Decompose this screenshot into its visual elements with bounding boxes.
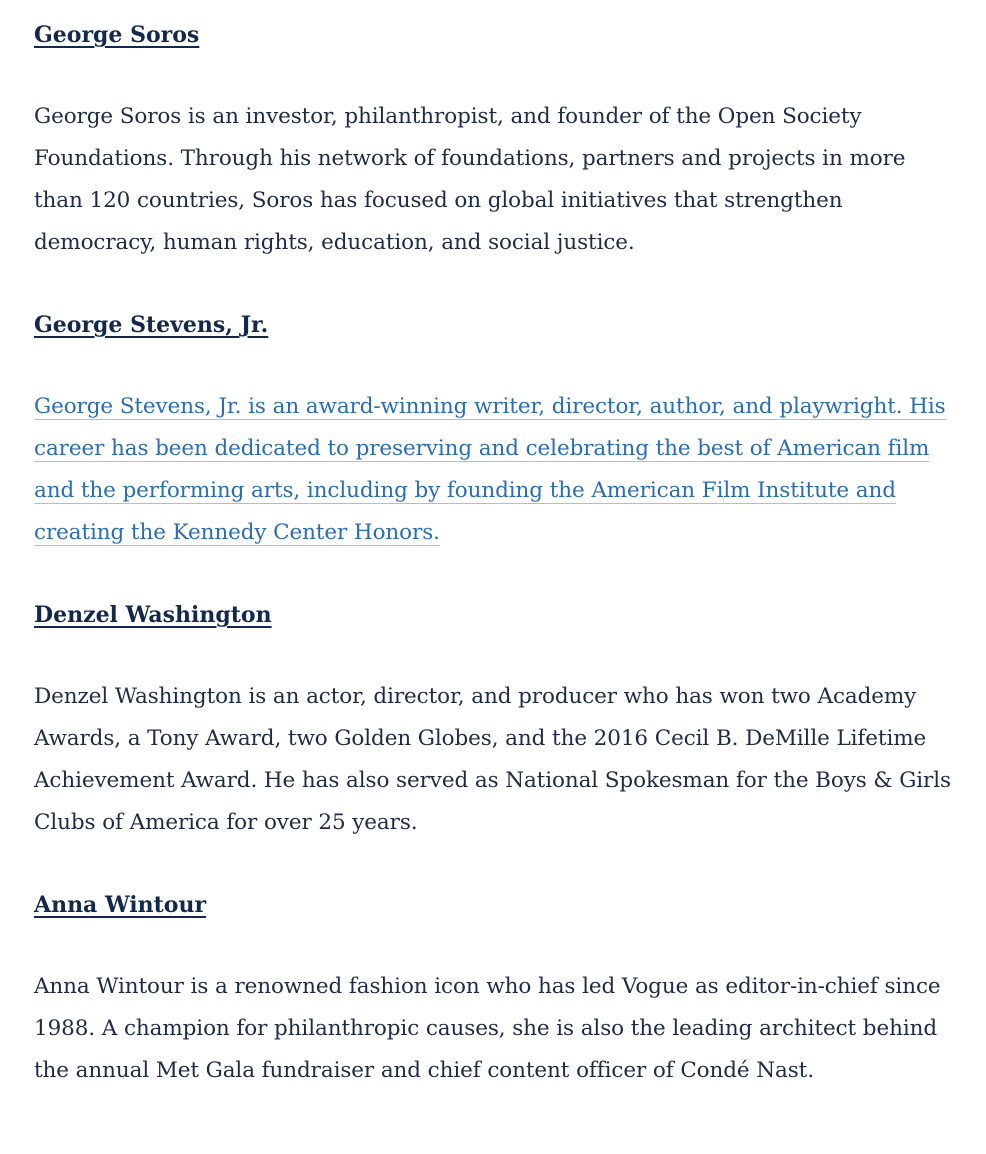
honoree-bio: Denzel Washington is an actor, director, and producer who has won two Academy Awards, a Tony Award, two Golden Globes, and the 2016 Cecil B. DeMille Lifetime Achievement Award. He has also served as National Spokesman for the Boys & Girls Clubs of America for over 25 years. xyxy=(34,684,951,835)
honoree-anna-wintour xyxy=(34,888,954,1092)
honoree-name-link[interactable]: Denzel Washington xyxy=(34,602,272,628)
honoree-bio-link[interactable] xyxy=(34,386,954,554)
honoree-name-link[interactable]: George Soros xyxy=(34,22,200,48)
honoree-george-soros xyxy=(34,18,954,264)
honoree-name-link[interactable]: Anna Wintour xyxy=(34,892,207,918)
honoree-denzel-washington xyxy=(34,598,954,844)
honorees-list xyxy=(34,18,954,1136)
honoree-bio: Anna Wintour is a renowned fashion icon who has led Vogue as editor-in-chief since 1988. A champion for philanthropic causes, she is also the leading architect behind the annual Met Gala fundraiser and chief content officer of Condé Nast. xyxy=(34,974,941,1083)
honoree-name-link[interactable]: George Stevens, Jr. xyxy=(34,312,269,338)
honoree-bio-link-text[interactable]: George Stevens, Jr. is an award-winning writer, director, author, and playwright. His career has been dedicated to preserving and celebrating the best of American film and the performing arts, including by founding the American Film Institute and creating the Kennedy Center Honors. xyxy=(34,394,946,545)
honoree-george-stevens-jr xyxy=(34,308,954,554)
honoree-bio: George Soros is an investor, philanthropist, and founder of the Open Society Foundations. Through his network of foundations, partners and projects in more than 120 countries, Soros has focused on global initiatives that strengthen democracy, human rights, education, and social justice. xyxy=(34,104,906,255)
